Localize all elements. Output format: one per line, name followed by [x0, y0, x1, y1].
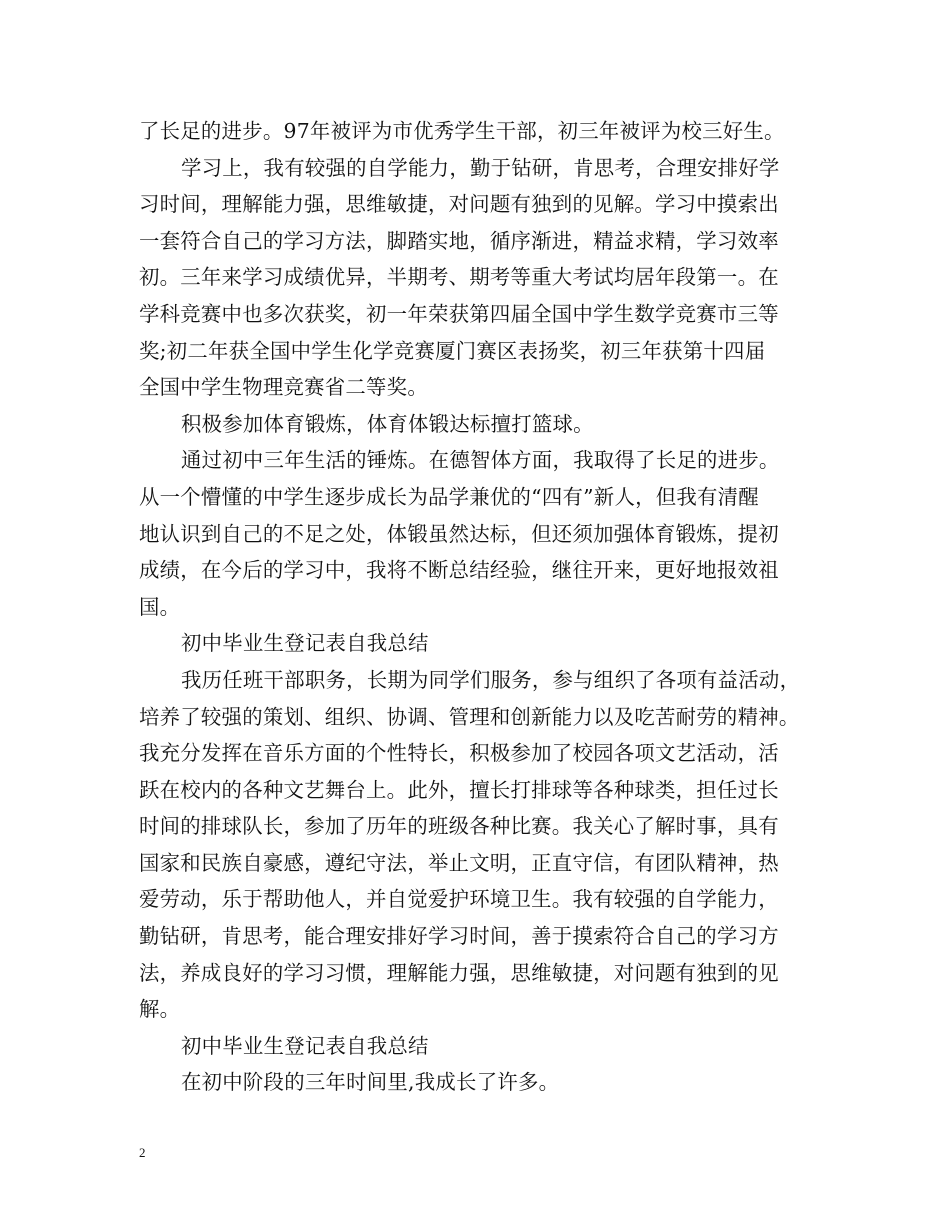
text-line: 初。三年来学习成绩优异，半期考、期考等重大考试均居年段第一。在 — [139, 265, 779, 290]
text-line: 国。 — [139, 594, 181, 619]
text-line: 从一个懵懂的中学生逐步成长为品学兼优的“四有”新人，但我有清醒 — [139, 484, 759, 509]
text-line: 跃在校内的各种文艺舞台上。此外，擅长打排球等各种球类，担任过长 — [139, 777, 779, 802]
text-line: 了长足的进步。97年被评为市优秀学生干部，初三年被评为校三好生。 — [139, 119, 785, 143]
text-line: 时间的排球队长，参加了历年的班级各种比赛。我关心了解时事，具有 — [139, 814, 779, 839]
text-line: 解。 — [139, 997, 181, 1022]
text-line: 习时间，理解能力强，思维敏捷，对问题有独到的见解。学习中摸索出 — [139, 192, 779, 217]
text-line: 国家和民族自豪感，遵纪守法，举止文明，正直守信，有团队精神，热 — [139, 850, 779, 875]
document-body — [139, 113, 819, 1101]
text-line: 培养了较强的策划、组织、协调、管理和创新能力以及吃苦耐劳的精神。 — [139, 704, 800, 729]
text-line: 全国中学生物理竞赛省二等奖。 — [139, 375, 428, 400]
text-line: 一套符合自己的学习方法，脚踏实地，循序渐进，精益求精，学习效率 — [139, 228, 779, 253]
text-line: 成绩，在今后的学习中，我将不断总结经验，继往开来，更好地报效祖 — [139, 558, 779, 583]
text-line: 爱劳动，乐于帮助他人，并自觉爱护环境卫生。我有较强的自学能力， — [139, 887, 779, 912]
text-line: 法，养成良好的学习习惯，理解能力强，思维敏捷，对问题有独到的见 — [139, 960, 779, 985]
text-line: 地认识到自己的不足之处，体锻虽然达标，但还须加强体育锻炼，提初 — [139, 521, 779, 546]
text-line: 勤钻研，肯思考，能合理安排好学习时间，善于摸索符合自己的学习方 — [139, 924, 779, 949]
text-line: 积极参加体育锻炼，体育体锻达标擅打篮球。 — [181, 411, 594, 436]
text-line: 奖;初二年获全国中学生化学竞赛厦门赛区表扬奖，初三年获第十四届 — [139, 338, 766, 363]
text-line: 我充分发挥在音乐方面的个性特长，积极参加了校园各项文艺活动，活 — [139, 741, 779, 766]
page-number: 2 — [139, 1145, 146, 1160]
text-line: 通过初中三年生活的锤炼。在德智体方面，我取得了长足的进步。 — [181, 448, 780, 473]
text-line: 学习上，我有较强的自学能力，勤于钻研，肯思考，合理安排好学 — [181, 155, 780, 180]
text-line: 在初中阶段的三年时间里,我成长了许多。 — [181, 1070, 560, 1095]
text-line: 我历任班干部职务，长期为同学们服务，参与组织了各项有益活动， — [181, 667, 801, 692]
section-heading: 初中毕业生登记表自我总结 — [181, 631, 429, 656]
text-line: 学科竞赛中也多次获奖，初一年荣获第四届全国中学生数学竞赛市三等 — [139, 301, 779, 326]
section-heading: 初中毕业生登记表自我总结 — [181, 1033, 429, 1058]
